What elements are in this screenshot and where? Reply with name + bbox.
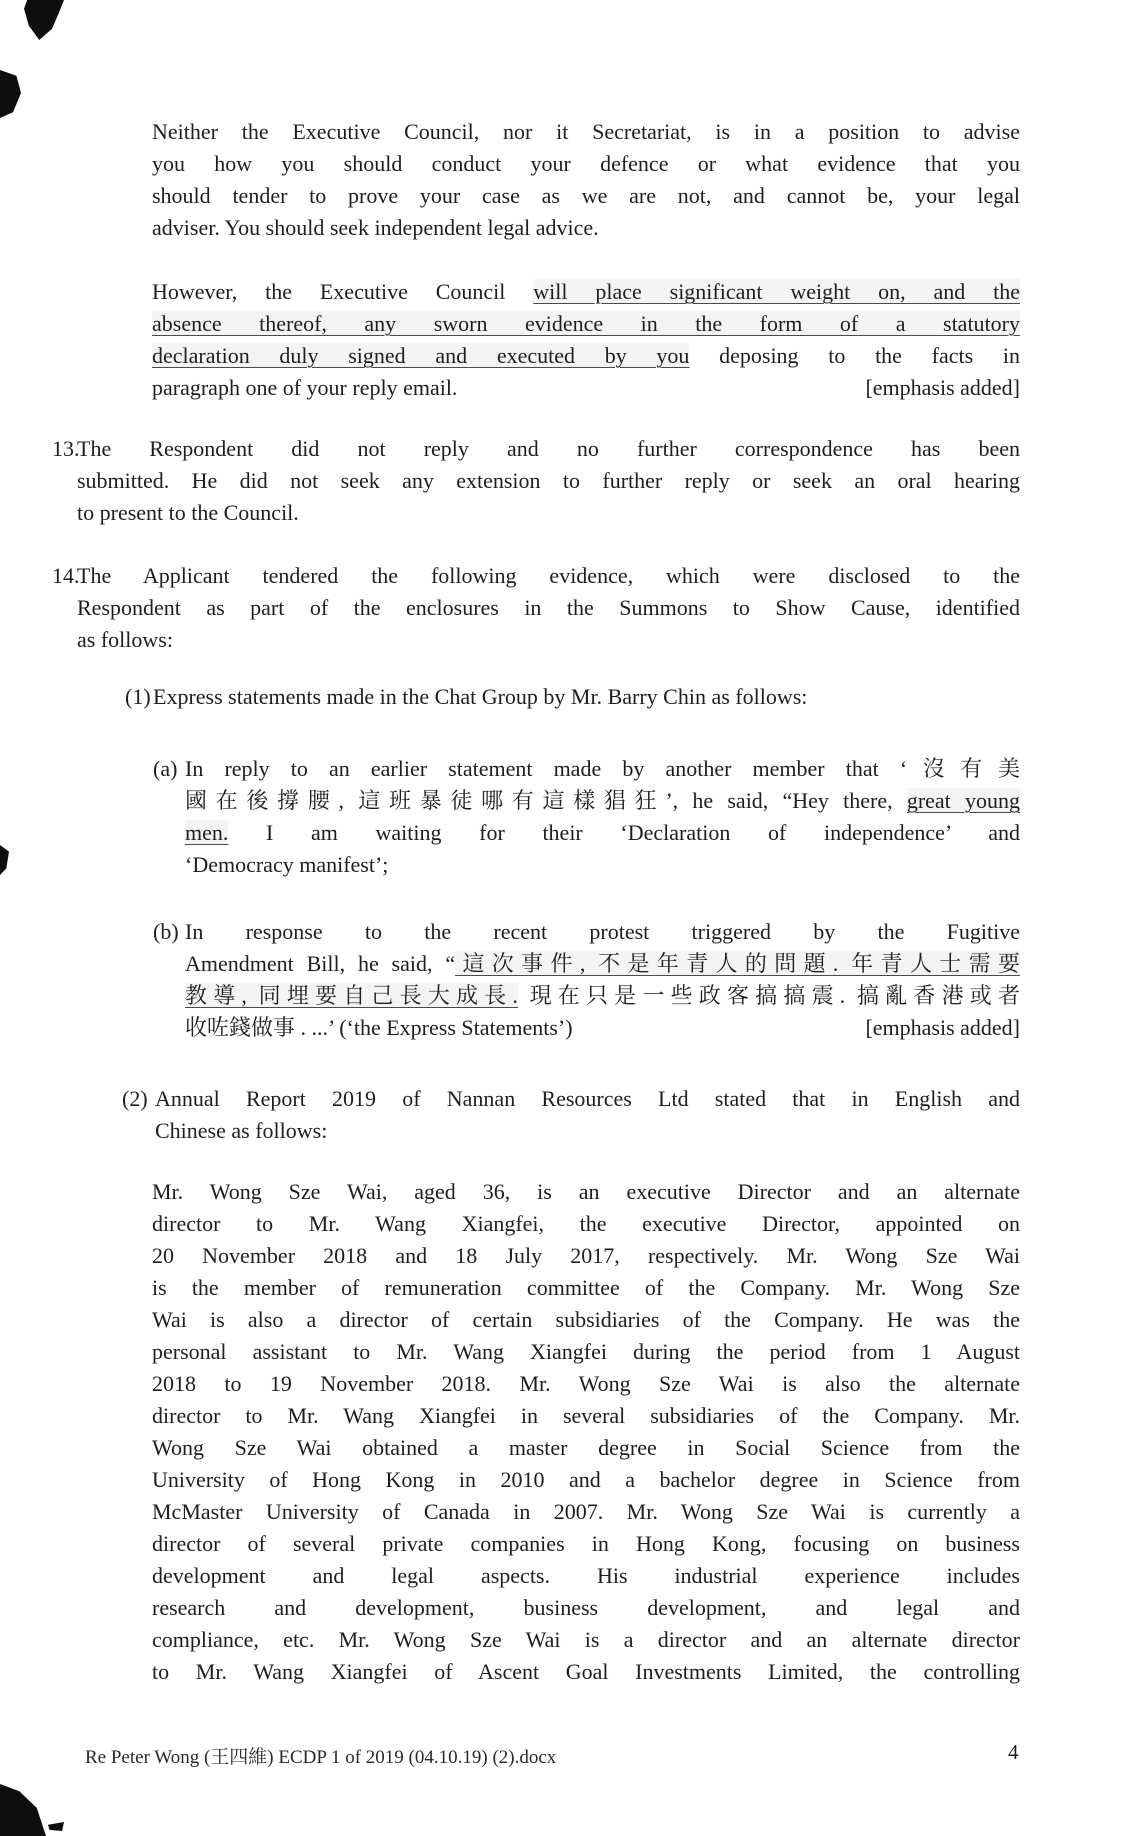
text-segment: submitted. He did not seek any extension to further reply or seek an oral hearing xyxy=(77,468,1020,493)
text-segment: should tender to prove your case as we are not, and cannot be, your legal xyxy=(152,183,1020,208)
list-item-b xyxy=(153,916,1020,1044)
text-line xyxy=(152,1464,1020,1496)
text-line xyxy=(77,560,1020,592)
text-segment: In reply to an earlier statement made by another member that ‘沒有美 xyxy=(185,756,1020,781)
list-item-a-body xyxy=(185,753,1020,881)
text-line xyxy=(152,180,1020,212)
text-segment: as follows: xyxy=(77,627,173,652)
text-line xyxy=(152,1336,1020,1368)
text-segment: Wong Sze Wai obtained a master degree in Social Science from the xyxy=(152,1435,1020,1460)
text-segment: adviser. You should seek independent legal advice. xyxy=(152,215,599,240)
list-item-b-number: (b) xyxy=(153,919,179,944)
text-segment: University of Hong Kong in 2010 and a bachelor degree in Science from xyxy=(152,1467,1020,1492)
list-item-2 xyxy=(122,1083,1020,1147)
text-segment: In response to the recent protest triggered by the Fugitive xyxy=(185,919,1020,944)
text-line xyxy=(152,1432,1020,1464)
text-segment: is the member of remuneration committee of the Company. Mr. Wong Sze xyxy=(152,1275,1020,1300)
text-line xyxy=(152,340,1020,372)
text-segment: Respondent as part of the enclosures in the Summons to Show Cause, identified xyxy=(77,595,1020,620)
emphasis-note: [emphasis added] xyxy=(865,375,1020,400)
underlined-text: will place significant weight on, and the xyxy=(533,279,1020,304)
text-line xyxy=(152,1304,1020,1336)
text-line xyxy=(77,497,1020,529)
text-line xyxy=(152,1592,1020,1624)
text-segment: Amendment Bill, he said, “ xyxy=(185,951,456,976)
text-segment: The Respondent did not reply and no further correspondence has been xyxy=(77,436,1020,461)
underlined-text: men. xyxy=(185,820,229,845)
paragraph-14 xyxy=(52,560,1020,656)
scan-artifact xyxy=(24,0,64,40)
paragraph-14-number: 14. xyxy=(52,563,80,588)
text-segment: Wai is also a director of certain subsidiaries of the Company. He was the xyxy=(152,1307,1020,1332)
quote-block-weight xyxy=(152,276,1020,404)
text-line xyxy=(152,1272,1020,1304)
text-segment: research and development, business development, and legal and xyxy=(152,1595,1020,1620)
text-segment: deposing to the facts in xyxy=(689,343,1020,368)
underlined-text: great young xyxy=(906,788,1020,813)
text-segment: personal assistant to Mr. Wang Xiangfei during the period from 1 August xyxy=(152,1339,1020,1364)
text-line xyxy=(152,212,1020,244)
text-line xyxy=(185,753,1020,785)
text-segment: McMaster University of Canada in 2007. Mr. Wong Sze Wai is currently a xyxy=(152,1499,1020,1524)
paragraph-13 xyxy=(52,433,1020,529)
text-line xyxy=(155,1083,1020,1115)
text-line xyxy=(185,980,1020,1012)
list-item-1-number: (1) xyxy=(125,684,151,709)
page-number: 4 xyxy=(1008,1740,1019,1764)
text-line xyxy=(152,1368,1020,1400)
text-line xyxy=(153,681,1020,713)
text-line xyxy=(185,916,1020,948)
text-segment: Chinese as follows: xyxy=(155,1118,328,1143)
paragraph-13-body xyxy=(77,433,1020,529)
text-line xyxy=(152,1496,1020,1528)
list-item-1-body xyxy=(153,681,1020,713)
text-segment: compliance, etc. Mr. Wong Sze Wai is a director and an alternate director xyxy=(152,1627,1020,1652)
underlined-text: absence thereof, any sworn evidence in the form of a statutory xyxy=(152,311,1020,336)
list-item-2-body xyxy=(155,1083,1020,1147)
text-segment: However, the Executive Council xyxy=(152,279,534,304)
quote-block-advice xyxy=(152,116,1020,244)
text-line xyxy=(152,116,1020,148)
annual-report-extract xyxy=(152,1176,1020,1688)
text-segment: Express statements made in the Chat Group by Mr. Barry Chin as follows: xyxy=(153,684,808,709)
paragraph-14-body xyxy=(77,560,1020,656)
text-segment: I am waiting for their ‘Declaration of independence’ and xyxy=(228,820,1020,845)
text-segment: Annual Report 2019 of Nannan Resources Ltd stated that in English and xyxy=(155,1086,1020,1111)
text-segment: Neither the Executive Council, nor it Secretariat, is in a position to advise xyxy=(152,119,1020,144)
text-line xyxy=(152,148,1020,180)
text-line-left: 收咗錢做事 . ...’ (‘the Express Statements’) xyxy=(185,1015,573,1040)
text-segment: director of several private companies in Hong Kong, focusing on business xyxy=(152,1531,1020,1556)
text-line xyxy=(152,1624,1020,1656)
text-segment: you how you should conduct your defence or what evidence that you xyxy=(152,151,1020,176)
text-line xyxy=(152,1176,1020,1208)
annual-report-text xyxy=(152,1176,1020,1688)
text-line xyxy=(152,1528,1020,1560)
scan-artifact xyxy=(0,70,21,118)
text-line xyxy=(185,1012,1020,1044)
text-segment: development and legal aspects. His industrial experience includes xyxy=(152,1563,1020,1588)
quote-advice-text xyxy=(152,116,1020,244)
text-segment: to Mr. Wang Xiangfei of Ascent Goal Investments Limited, the controlling xyxy=(152,1659,1020,1684)
emphasis-note: [emphasis added] xyxy=(865,1015,1020,1040)
text-line-left: paragraph one of your reply email. xyxy=(152,375,458,400)
text-line xyxy=(77,433,1020,465)
text-segment: The Applicant tendered the following evidence, which were disclosed to the xyxy=(77,563,1020,588)
text-line xyxy=(152,276,1020,308)
text-line xyxy=(77,624,1020,656)
underlined-text: declaration duly signed and executed by you xyxy=(152,343,690,368)
text-line xyxy=(185,817,1020,849)
quote-weight-text xyxy=(152,276,1020,404)
text-line xyxy=(77,592,1020,624)
text-segment: director to Mr. Wang Xiangfei, the executive Director, appointed on xyxy=(152,1211,1020,1236)
scan-artifact xyxy=(48,1822,64,1831)
list-item-a-number: (a) xyxy=(153,756,178,781)
text-line xyxy=(152,1208,1020,1240)
text-line xyxy=(152,308,1020,340)
text-line xyxy=(185,948,1020,980)
text-line xyxy=(152,1400,1020,1432)
scan-artifact xyxy=(0,1784,46,1836)
paragraph-13-number: 13. xyxy=(52,436,80,461)
list-item-a xyxy=(153,753,1020,881)
text-line xyxy=(152,1240,1020,1272)
text-line xyxy=(185,849,1020,881)
text-segment: Mr. Wong Sze Wai, aged 36, is an executive Director and an alternate xyxy=(152,1179,1020,1204)
text-line xyxy=(185,785,1020,817)
text-line xyxy=(152,372,1020,404)
list-item-2-number: (2) xyxy=(122,1086,148,1111)
text-line xyxy=(77,465,1020,497)
footer-filename: Re Peter Wong (王四維) ECDP 1 of 2019 (04.10.19) (2).docx xyxy=(85,1747,557,1768)
text-segment: ‘Democracy manifest’; xyxy=(185,852,389,877)
scan-artifact xyxy=(0,845,9,875)
text-segment: 現在只是一些政客搞搞震. 搞亂香港或者 xyxy=(517,983,1020,1008)
list-item-1 xyxy=(125,681,1020,713)
text-segment: 2018 to 19 November 2018. Mr. Wong Sze Wai is also the alternate xyxy=(152,1371,1020,1396)
text-segment: to present to the Council. xyxy=(77,500,299,525)
text-line xyxy=(155,1115,1020,1147)
list-item-b-body xyxy=(185,916,1020,1044)
text-segment: director to Mr. Wang Xiangfei in several subsidiaries of the Company. Mr. xyxy=(152,1403,1020,1428)
underlined-text: 教導, 同埋要自己長大成長. xyxy=(185,983,518,1008)
text-segment: 國在後撐腰, 這班暴徒哪有這樣猖狂’, he said, “Hey there, xyxy=(185,788,907,813)
underlined-text: 這次事件, 不是年青人的問題. 年青人士需要 xyxy=(455,951,1020,976)
text-segment: 20 November 2018 and 18 July 2017, respectively. Mr. Wong Sze Wai xyxy=(152,1243,1020,1268)
text-line xyxy=(152,1560,1020,1592)
text-line xyxy=(152,1656,1020,1688)
